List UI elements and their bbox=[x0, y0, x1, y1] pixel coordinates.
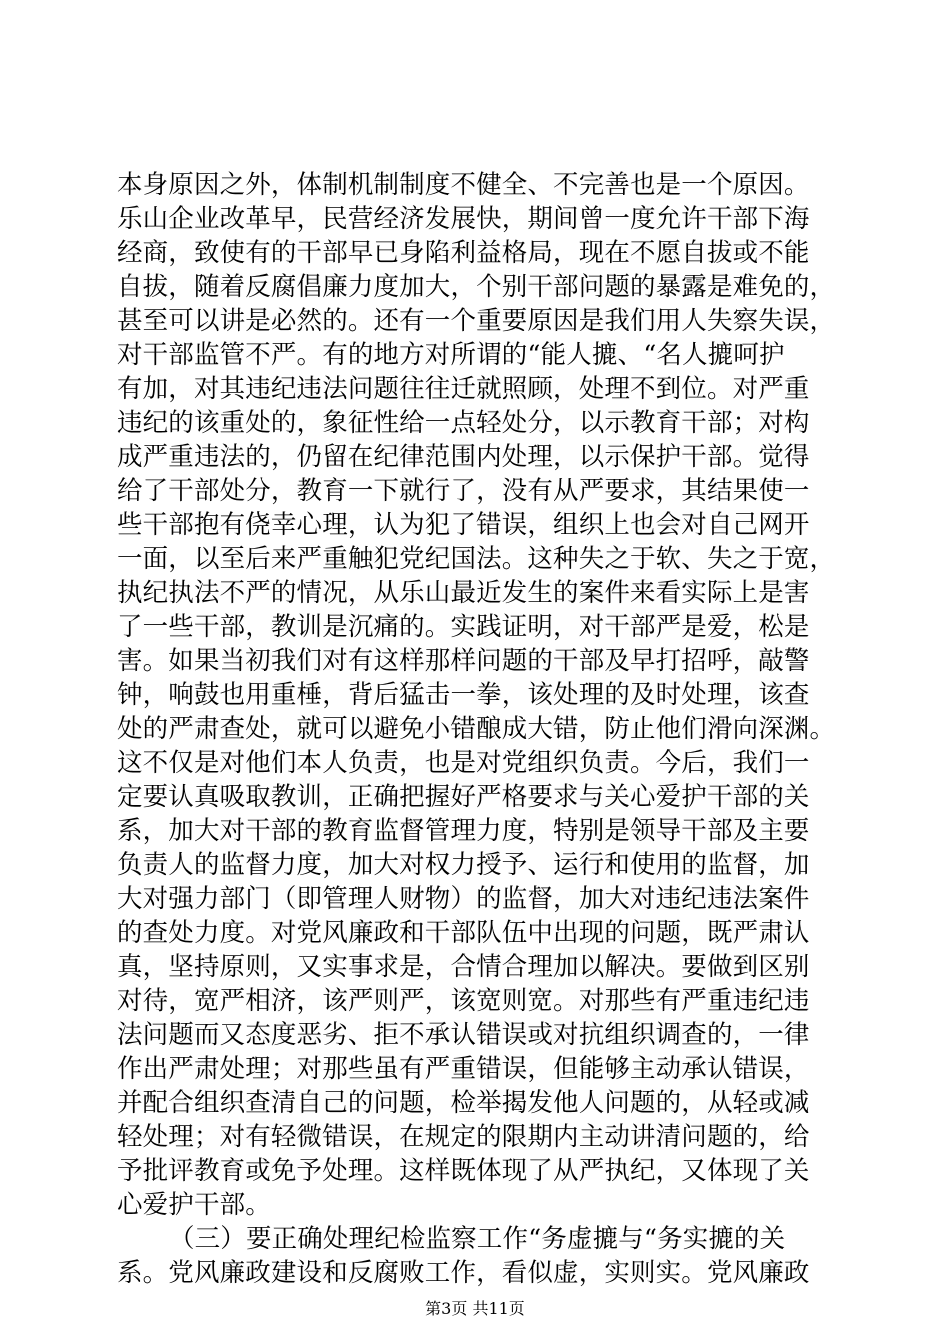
text-line: 违纪的该重处的，象征性给一点轻处分，以示教育干部；对构 bbox=[117, 408, 810, 438]
text-line: 的查处力度。对党风廉政和干部队伍中出现的问题，既严肃认 bbox=[117, 918, 810, 948]
text-line: 成严重违法的，仍留在纪律范围内处理，以示保护干部。觉得 bbox=[117, 442, 810, 472]
text-line: 自拔，随着反腐倡廉力度加大，个别干部问题的暴露是难免的， bbox=[117, 272, 836, 302]
text-line: 处的严肃查处，就可以避免小错酿成大错，防止他们滑向深渊。 bbox=[117, 714, 836, 744]
text-line: 作出严肃处理；对那些虽有严重错误，但能够主动承认错误， bbox=[117, 1054, 810, 1084]
text-line: 本身原因之外，体制机制制度不健全、不完善也是一个原因。 bbox=[117, 170, 810, 200]
text-line: 这不仅是对他们本人负责，也是对党组织负责。今后，我们一 bbox=[117, 748, 810, 778]
text-line: 有加，对其违纪违法问题往往迁就照顾，处理不到位。对严重 bbox=[117, 374, 810, 404]
text-line: 对干部监管不严。有的地方对所谓的“能人摝、“名人摝呵护 bbox=[117, 340, 785, 370]
text-line: 乐山企业改革早，民营经济发展快，期间曾一度允许干部下海 bbox=[117, 204, 810, 234]
text-line: 真，坚持原则，又实事求是，合情合理加以解决。要做到区别 bbox=[117, 952, 810, 982]
text-line: 予批评教育或免予处理。这样既体现了从严执纪，又体现了关 bbox=[117, 1156, 810, 1186]
text-line: 法问题而又态度恶劣、拒不承认错误或对抗组织调查的，一律 bbox=[117, 1020, 810, 1050]
text-line: 负责人的监督力度，加大对权力授予、运行和使用的监督，加 bbox=[117, 850, 810, 880]
text-line: 甚至可以讲是必然的。还有一个重要原因是我们用人失察失误， bbox=[117, 306, 836, 336]
text-line: 大对强力部门（即管理人财物）的监督，加大对违纪违法案件 bbox=[117, 884, 810, 914]
text-line: 一面，以至后来严重触犯党纪国法。这种失之于软、失之于宽， bbox=[117, 544, 836, 574]
text-line: 钟，响鼓也用重棰，背后猛击一拳，该处理的及时处理，该查 bbox=[117, 680, 810, 710]
text-line: 经商，致使有的干部早已身陷利益格局，现在不愿自拔或不能 bbox=[117, 238, 810, 268]
text-line: 对待，宽严相济，该严则严，该宽则宽。对那些有严重违纪违 bbox=[117, 986, 810, 1016]
text-line: 了一些干部，教训是沉痛的。实践证明，对干部严是爱，松是 bbox=[117, 612, 810, 642]
text-line: 些干部抱有侥幸心理，认为犯了错误，组织上也会对自己网开 bbox=[117, 510, 810, 540]
text-line: 给了干部处分，教育一下就行了，没有从严要求，其结果使一 bbox=[117, 476, 810, 506]
text-line: 系，加大对干部的教育监督管理力度，特别是领导干部及主要 bbox=[117, 816, 810, 846]
text-line: 系。党风廉政建设和反腐败工作，看似虚，实则实。党风廉政 bbox=[117, 1258, 810, 1288]
text-line: 轻处理；对有轻微错误，在规定的限期内主动讲清问题的，给 bbox=[117, 1122, 810, 1152]
text-line: 心爱护干部。 bbox=[117, 1190, 271, 1220]
text-line-indented: （三）要正确处理纪检监察工作“务虚摝与“务实摝的关 bbox=[169, 1224, 786, 1254]
text-line: 执纪执法不严的情况，从乐山最近发生的案件来看实际上是害 bbox=[117, 578, 810, 608]
text-line: 定要认真吸取教训，正确把握好严格要求与关心爱护干部的关 bbox=[117, 782, 810, 812]
page-footer: 第3页 共11页 bbox=[425, 1299, 525, 1318]
text-line: 并配合组织查清自己的问题，检举揭发他人问题的，从轻或减 bbox=[117, 1088, 810, 1118]
text-line: 害。如果当初我们对有这样那样问题的干部及早打招呼，敲警 bbox=[117, 646, 810, 676]
